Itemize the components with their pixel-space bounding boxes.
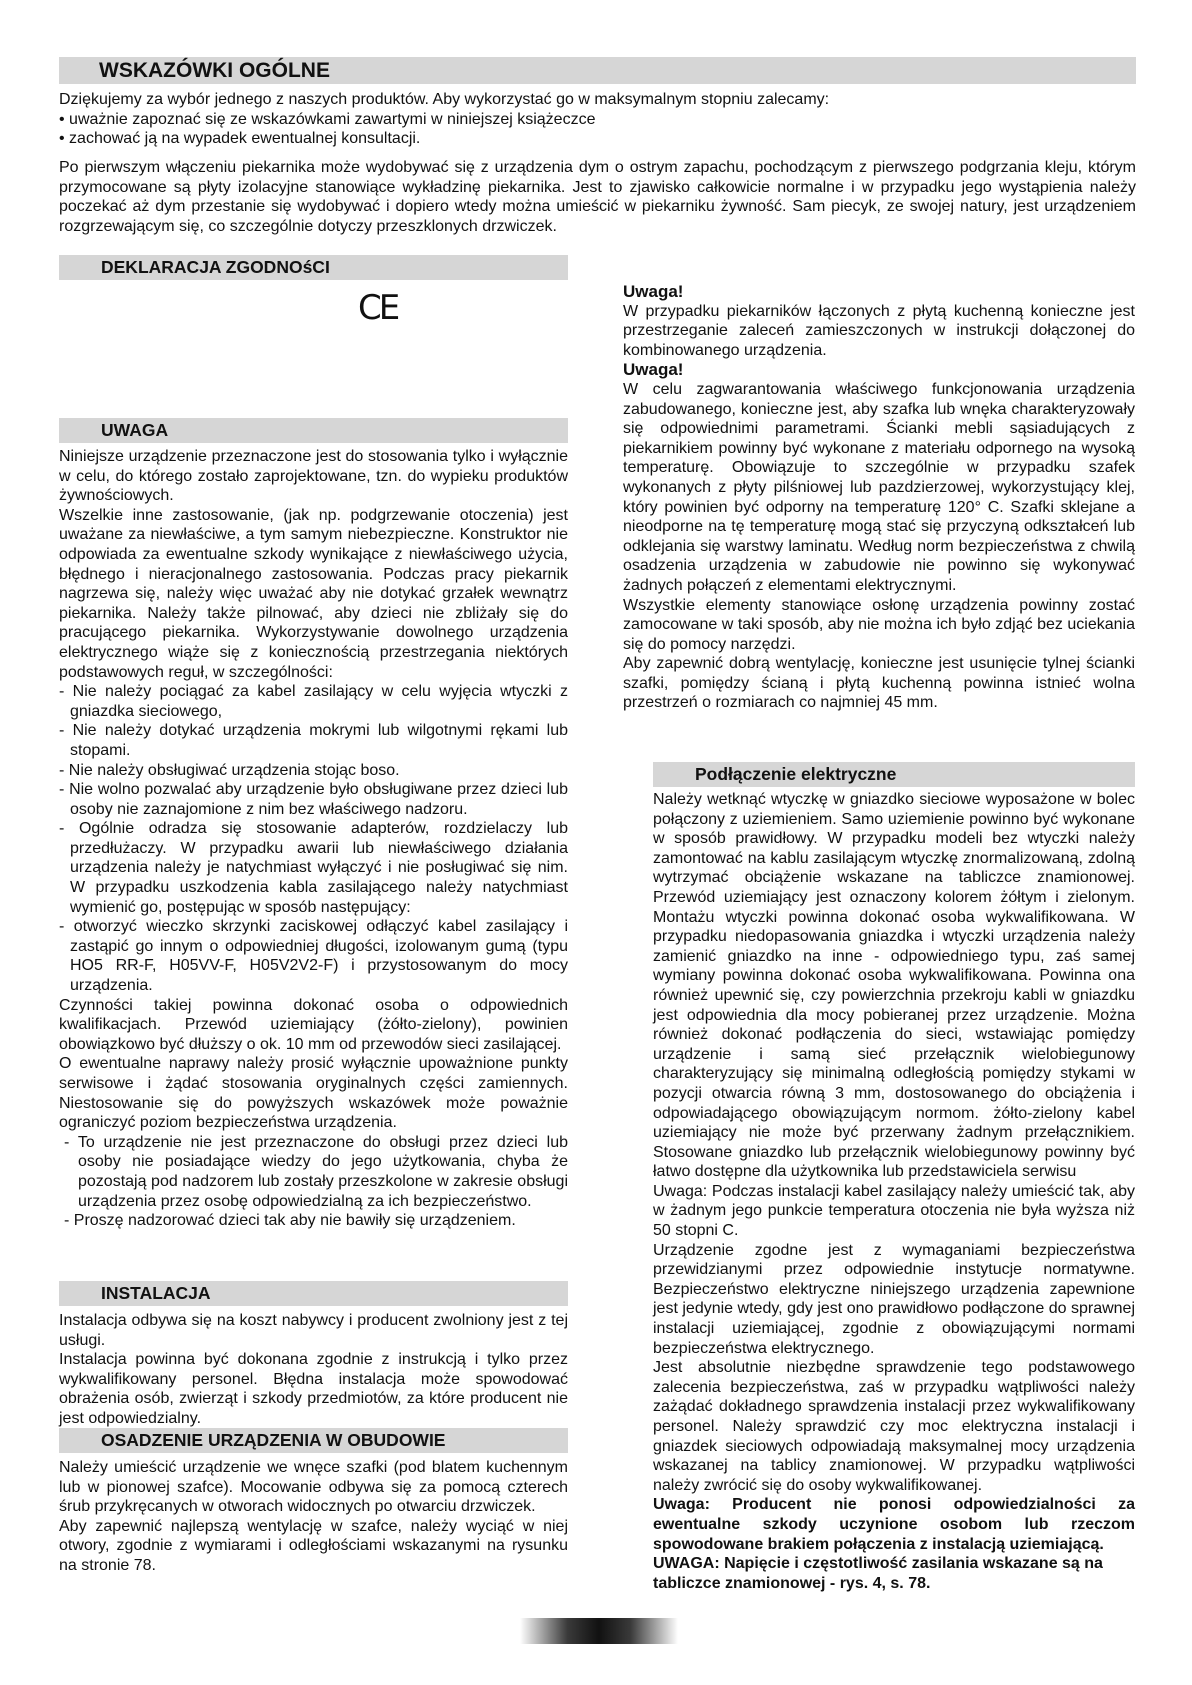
install-body: [59, 1311, 568, 1429]
general-paragraph-block: [59, 158, 1136, 236]
caution-item: - otworzyć wieczko skrzynki zaciskowej odłączyć kabel zasilający i zastąpić go innym o odpowiedniej długości, izolowanym gumą (typu HO5 RR-F, H05VV-F, H05V2V2-F) i przystosowanym do mocy urządzenia.: [59, 918, 568, 995]
install-heading: INSTALACJA: [59, 1281, 568, 1306]
install-paragraph-1: Instalacja odbywa się na koszt nabywcy i producent zwolniony jest z tej usługi.: [59, 1312, 568, 1349]
electrical-paragraph-1: Należy wetknąć wtyczkę w gniazdko sieciowe wyposażone w bolec połączony z uziemieniem. Samo uziemienie powinno być wykonane w sposób prawidłowy. W przypadku modeli bez wtyczki należy zamontować na kablu zasilającym wtyczkę znormalizowaną, zdolną wytrzymać obciążenie wskazane na tabliczce znamionowej. Przewód uziemiający jest oznaczony kolorem żółtym i zielonym. Montażu wtyczki powinna dokonać osoba wykwalifikowana. W przypadku niedopasowania gniazdka i wtyczki urządzenia należy zamienić gniazdko na inne - odpowiedniego typu, zaś samej wymiany powinna dokonać osoba wykwalifikowana. Powinna ona również upewnić się, czy powierzchnia przekroju kabli w gniazdku jest odpowiednia dla mocy pobieranej przez urządzenie. Można również dokonać podłączenia do sieci, wstawiając pomiędzy urządzenie i samą sieć przełącznik wielobiegunowy charakteryzujący się minimalną odległością pomiędzy stykami w pozycji otwarcia równą 3 mm, dostosowanego do obciążenia i odpowiadającego obowiązującym normom. żółto-zielony kabel uziemiający nie może być przerwany żadnym przełącznikiem. Stosowane gniazdko lub przełącznik wielobiegunowy powinny być łatwo dostępne dla użytkownika lub przedstawiciela serwisu: [653, 791, 1135, 1181]
general-paragraph: Po pierwszym włączeniu piekarnika może wydobywać się z urządzenia dym o ostrym zapachu, pochodzącym z pierwszego podgrzania kleju, którym przymocowane są płyty izolacyjne stanowiące wykładzinę piekarnika. Jest to zjawisko całkowicie normalne i w przypadku jego wystąpienia należy poczekać aż dym przestanie się wydobywać i dopiero wtedy można umieścić w piekarniku żywność. Sam piecyk, ze swojej natury, jest urządzeniem rozgrzewającym się, co szczególnie dotyczy przeszklonych drzwiczek.: [59, 159, 1136, 235]
mounting-paragraph-1: Należy umieścić urządzenie we wnęce szafki (pod blatem kuchennym lub w pionowej szafce). Mocowanie odbywa się za pomocą czterech śrub przykręcanych w otworach widocznych po otwarciu drzwiczek.: [59, 1459, 568, 1516]
page-footer-bar: [520, 1618, 678, 1644]
warning-text-1: W przypadku piekarników łączonych z płytą kuchenną konieczne jest przestrzeganie zaleceń zamieszczonych w instrukcji dołączonej do kombinowanego urządzenia.: [623, 302, 1135, 359]
warning-title-2: Uwaga!: [623, 360, 684, 380]
caution-item: - Nie wolno pozwalać aby urządzenie było obsługiwane przez dzieci lub osoby nie zaznajomione z nim bez właściwego nadzoru.: [59, 781, 568, 818]
caution-paragraph-1: Niniejsze urządzenie przeznaczone jest do stosowania tylko i wyłącznie w celu, do którego zostało zaprojektowane, tzn. do wypieku produktów żywnościowych.: [59, 448, 568, 505]
caution-body: [59, 447, 568, 1231]
electrical-body: [653, 790, 1135, 1593]
warning-text-4: Aby zapewnić dobrą wentylację, konieczne jest usunięcie tylnej ścianki szafki, pomiędzy ścianą i płytą kuchenną powinna istnieć wolna przestrzeń o rozmiarach co najmniej 45 mm.: [623, 655, 1135, 712]
general-intro-block: [59, 90, 1136, 149]
general-intro: Dziękujemy za wybór jednego z naszych produktów. Aby wykorzystać go w maksymalnym stopniu zalecamy:: [59, 91, 830, 108]
caution-paragraph-4: O ewentualne naprawy należy prosić wyłącznie upoważnione punkty serwisowe i żądać stosowania oryginalnych części zamiennych. Niestosowanie się do powyższych wskazówek może poważnie ograniczyć poziom bezpieczeństwa urządzenia.: [59, 1055, 568, 1132]
electrical-paragraph-2: Uwaga: Podczas instalacji kabel zasilający należy umieścić tak, aby w żadnym jego punkcie temperatura otoczenia nie była wyższa niż 50 stopni C.: [653, 1182, 1135, 1240]
electrical-paragraph-4: Jest absolutnie niezbędne sprawdzenie tego podstawowego zalecenia bezpieczeństwa, zaś w przypadku wątpliwości należy zażądać dokładnego sprawdzenia instalacji przez wykwalifikowany personel. Należy sprawdzić czy moc elektryczna instalacji i gniazdek sieciowych odpowiadają maksymalnej mocy urządzenia wskazanej na tablicy znamionowej. W przypadku wątpliwości należy zwrócić się do osoby wykwalifikowanej.: [653, 1359, 1135, 1494]
general-heading: WSKAZÓWKI OGÓLNE: [59, 57, 1136, 84]
electrical-bold-warning-1: Uwaga: Producent nie ponosi odpowiedzialności za ewentualne szkody uczynione osobom lub rzeczom spowodowane brakiem połączenia z instalacją uziemiającą.: [653, 1496, 1135, 1553]
caution-item: - Proszę nadzorować dzieci tak aby nie bawiły się urządzeniem.: [64, 1212, 516, 1230]
caution-item: - To urządzenie nie jest przeznaczone do obsługi przez dzieci lub osoby nie posiadające wiedzy do jego użytkowania, chyba że pozostają pod nadzorem lub zostały przeszkolone w zakresie obsługi urządzenia przez osobę odpowiedzialną za ich bezpieczeństwo.: [64, 1133, 568, 1210]
caution-heading: UWAGA: [59, 418, 568, 443]
warning-text-2: W celu zagwarantowania właściwego funkcjonowania urządzenia zabudowanego, konieczne jest, aby szafka lub wnęka charakteryzowały się odpowiednimi parametrami. Ścianki mebli sąsiadujących z piekarnikiem powinny być wykonane z materiału odpornego na wysoką temperaturę. Obowiązuje to szczególnie w przypadku szafek wykonanych z płyty pilśniowej lub pazdzierzowej, wykorzystujący klej, który powinien być odporny na temperaturę 120° C. Szafki sklejane a nieodporne na tę temperaturę mogą stać się przyczyną odkształceń lub odklejania się warstwy laminatu. Według norm bezpieczeństwa z chwilą osadzenia urządzenia w zabudowie nie powinno się wykonywać żadnych połączeń z elementami elektrycznymi.: [623, 380, 1135, 594]
caution-item: - Nie należy pociągać za kabel zasilający w celu wyjęcia wtyczki z gniazdka sieciowego,: [59, 683, 568, 720]
mounting-body: [59, 1458, 568, 1576]
electrical-paragraph-3: Urządzenie zgodne jest z wymaganiami bezpieczeństwa przewidzianymi przez odpowiednie instytucje normatywne. Bezpieczeństwo elektryczne niniejszego urządzenia zapewnione jest jedynie wtedy, gdy jest ono prawidłowo podłączone do sprawnej instalacji uziemiającej, zgodnie z obowiązującymi normami bezpieczeństwa elektrycznego.: [653, 1241, 1135, 1357]
caution-item: - Ogólnie odradza się stosowanie adapterów, rozdzielaczy lub przedłużaczy. W przypadku awarii lub niewłaściwego działania urządzenia należy je natychmiast wyłączyć i nie posługiwać się nim. W przypadku uszkodzenia kabla zasilającego należy natychmiast wymienić go, postępując w sposób następujący:: [59, 820, 568, 916]
install-paragraph-2: Instalacja powinna być dokonana zgodnie z instrukcją i tylko przez wykwalifikowany personel. Błędna instalacja może spowodować obrażenia osób, zwierząt i szkody przedmiotów, za które producent nie jest odpowiedzialny.: [59, 1351, 568, 1427]
caution-item: - Nie należy obsługiwać urządzenia stojąc boso.: [59, 761, 400, 779]
general-bullet-2: • zachować ją na wypadek ewentualnej konsultacji.: [59, 130, 421, 148]
mounting-heading: OSADZENIE URZĄDZENIA W OBUDOWIE: [59, 1428, 568, 1453]
caution-item: - Nie należy dotykać urządzenia mokrymi lub wilgotnymi rękami lub stopami.: [59, 722, 568, 759]
ce-mark: CE: [358, 288, 398, 328]
caution-paragraph-3: Czynności takiej powinna dokonać osoba o odpowiednich kwalifikacjach. Przewód uziemiający (żółto-zielony), powinien obowiązkowo być dłuższy o ok. 10 mm od przewodów sieci zasilającej.: [59, 996, 568, 1053]
warnings-body: [623, 282, 1135, 713]
caution-paragraph-2: Wszelkie inne zastosowanie, (jak np. podgrzewanie otoczenia) jest uważane za niewłaściwe, a tym samym niebezpieczne. Konstruktor nie odpowiada za ewentualne szkody wynikające z niewłaściwego użycia, błędnego i nieracjonalnego zastosowania. Podczas pracy piekarnik nagrzewa się, należy więc uważać aby nie dotykać grzałek wewnątrz piekarnika. Należy także pilnować, aby dzieci nie zbliżały się do pracującego piekarnika. Wykorzystywanie dowolnego urządzenia elektrycznego wiąże się z koniecznością przestrzegania niektórych podstawowych reguł, w szczególności:: [59, 506, 568, 681]
mounting-paragraph-2: Aby zapewnić najlepszą wentylację w szafce, należy wyciąć w niej otwory, zgodnie z wymiarami i odległościami wskazanymi na rysunku na stronie 78.: [59, 1517, 568, 1574]
electrical-heading: Podłączenie elektryczne: [653, 762, 1135, 787]
warning-title-1: Uwaga!: [623, 282, 684, 301]
electrical-bold-warning-2: UWAGA: Napięcie i częstotliwość zasilania wskazane są na tabliczce znamionowej - rys. 4, s. 78.: [653, 1555, 1103, 1592]
general-bullet-1: • uważnie zapoznać się ze wskazówkami zawartymi w niniejszej książeczce: [59, 110, 596, 128]
warning-text-3: Wszystkie elementy stanowiące osłonę urządzenia powinny zostać zamocowane w taki sposób, aby nie można ich było zdjąć bez uciekania się do pomocy narzędzi.: [623, 596, 1135, 653]
declaration-heading: DEKLARACJA ZGODNOśCI: [59, 255, 568, 280]
